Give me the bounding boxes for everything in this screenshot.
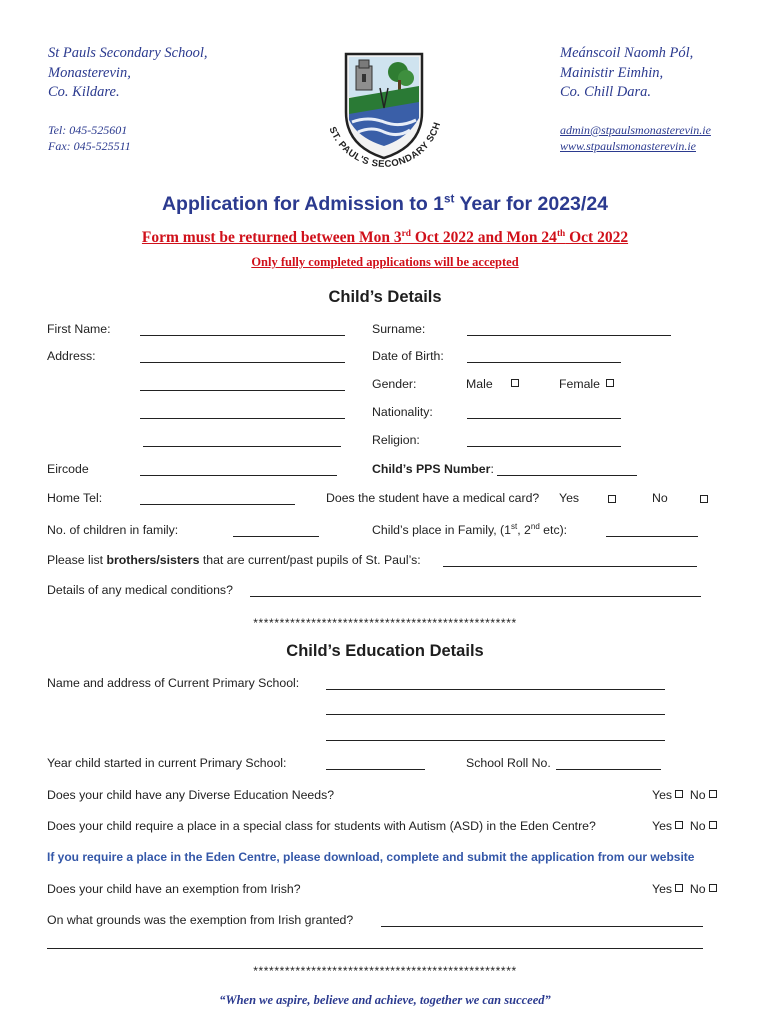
male-checkbox[interactable] xyxy=(511,379,519,387)
place-text: Child’s place in Family, (1 xyxy=(372,523,511,537)
education-heading: Child’s Education Details xyxy=(286,642,484,660)
pps-label xyxy=(372,462,494,476)
children-in-family-label: No. of children in family: xyxy=(47,523,179,537)
address-line: St Pauls Secondary School, xyxy=(48,45,208,61)
return-deadline-notice xyxy=(0,229,770,247)
irish-no-checkbox[interactable] xyxy=(709,884,717,892)
irish-grounds-field-line-2[interactable] xyxy=(47,948,703,949)
section-divider: ************************************************** xyxy=(253,964,517,978)
notice-text: Oct 2022 xyxy=(565,229,629,246)
address-line: Monasterevin, xyxy=(48,64,131,81)
asd-no-checkbox[interactable] xyxy=(709,821,717,829)
eircode-field[interactable] xyxy=(140,475,337,476)
dob-field[interactable] xyxy=(467,362,621,363)
siblings-label xyxy=(47,553,421,567)
notice-sup: th xyxy=(556,228,566,239)
medical-conditions-field[interactable] xyxy=(250,596,701,597)
no-label: No xyxy=(689,819,706,833)
email-link[interactable]: admin@stpaulsmonasterevin.ie xyxy=(560,123,711,137)
nationality-label: Nationality: xyxy=(372,405,433,419)
children-in-family-field[interactable] xyxy=(233,536,319,537)
address-field-line-2[interactable] xyxy=(140,390,345,391)
irish-yes-checkbox[interactable] xyxy=(675,884,683,892)
yes-label: Yes xyxy=(652,819,673,833)
address-label: Address: xyxy=(47,349,96,363)
siblings-text: that are current/past pupils of St. Paul’s: xyxy=(199,553,421,567)
medical-card-no-label: No xyxy=(652,491,668,505)
address-field-line-3[interactable] xyxy=(140,418,345,419)
form-title xyxy=(0,193,770,216)
title-text: Year for 2023/24 xyxy=(454,193,609,215)
asd-yes-checkbox[interactable] xyxy=(675,821,683,829)
nationality-field[interactable] xyxy=(467,418,621,419)
home-tel-field[interactable] xyxy=(140,504,295,505)
irish-exemption-question: Does your child have an exemption from Irish? xyxy=(47,882,301,896)
roll-no-label: School Roll No. xyxy=(466,756,551,770)
religion-label: Religion: xyxy=(372,433,420,447)
year-started-label: Year child started in current Primary School: xyxy=(47,756,287,770)
address-field-line-4[interactable] xyxy=(143,446,341,447)
religion-field[interactable] xyxy=(467,446,621,447)
eircode-label: Eircode xyxy=(47,462,89,476)
dob-label: Date of Birth: xyxy=(372,349,444,363)
diverse-yes-checkbox[interactable] xyxy=(675,790,683,798)
pps-colon: : xyxy=(490,462,494,476)
place-text: etc): xyxy=(539,523,568,537)
gender-female-option[interactable] xyxy=(559,377,614,391)
gender-male-option[interactable] xyxy=(466,377,519,391)
school-address-english xyxy=(48,44,207,103)
medical-card-yes-label: Yes xyxy=(559,491,580,505)
surname-label: Surname: xyxy=(372,322,426,336)
place-sup: st xyxy=(510,521,518,531)
female-checkbox[interactable] xyxy=(606,379,614,387)
roll-no-field[interactable] xyxy=(556,769,661,770)
year-started-field[interactable] xyxy=(326,769,425,770)
irish-grounds-label: On what grounds was the exemption from Irish granted? xyxy=(47,913,354,927)
no-label: No xyxy=(689,882,706,896)
siblings-text: Please list xyxy=(47,553,107,567)
yes-label: Yes xyxy=(652,788,673,802)
address-line: Co. Kildare. xyxy=(48,84,120,100)
child-details-heading: Child’s Details xyxy=(328,288,442,306)
completion-notice: Only fully completed applications will be accepted xyxy=(251,255,519,269)
siblings-field[interactable] xyxy=(443,566,697,567)
address-field-line-1[interactable] xyxy=(140,362,345,363)
section-divider: ************************************************** xyxy=(253,616,517,630)
female-label: Female xyxy=(559,377,601,391)
place-text: , 2 xyxy=(517,523,531,537)
first-name-label: First Name: xyxy=(47,322,111,336)
pps-label-text: Child’s PPS Number xyxy=(372,462,491,476)
asd-options xyxy=(652,819,717,833)
no-label: No xyxy=(689,788,706,802)
diverse-no-checkbox[interactable] xyxy=(709,790,717,798)
website-link[interactable]: www.stpaulsmonasterevin.ie xyxy=(560,139,696,153)
school-crest-logo xyxy=(318,46,448,186)
pps-field[interactable] xyxy=(497,475,637,476)
surname-field[interactable] xyxy=(467,335,671,336)
tel-text: Tel: 045-525601 xyxy=(48,123,128,137)
place-in-family-field[interactable] xyxy=(606,536,698,537)
gender-label: Gender: xyxy=(372,377,417,391)
primary-school-field-line-1[interactable] xyxy=(326,689,665,690)
primary-school-label: Name and address of Current Primary School: xyxy=(47,676,300,690)
yes-label: Yes xyxy=(652,882,673,896)
diverse-needs-options xyxy=(652,788,717,802)
first-name-field[interactable] xyxy=(140,335,345,336)
school-motto: “When we aspire, believe and achieve, together we can succeed” xyxy=(219,993,551,1007)
title-text: Application for Admission to 1 xyxy=(161,193,445,215)
diverse-needs-question: Does your child have any Diverse Education Needs? xyxy=(47,788,335,802)
address-line: Mainistir Eimhin, xyxy=(560,64,664,81)
crest-lettering: ST. PAUL'S SECONDARY SCH xyxy=(326,120,444,171)
medical-card-yes-checkbox[interactable] xyxy=(608,495,616,503)
address-line: Co. Chill Dara. xyxy=(560,84,652,100)
school-contact-web xyxy=(560,122,711,154)
primary-school-field-line-2[interactable] xyxy=(326,714,665,715)
medical-card-no-checkbox[interactable] xyxy=(700,495,708,503)
home-tel-label: Home Tel: xyxy=(47,491,103,505)
school-address-irish xyxy=(560,44,693,103)
eden-centre-note: If you require a place in the Eden Centre, please download, complete and submit the application from our website xyxy=(47,850,695,864)
male-label: Male xyxy=(466,377,493,391)
notice-sup: rd xyxy=(401,228,411,239)
siblings-bold: brothers/sisters xyxy=(106,553,200,567)
place-sup: nd xyxy=(530,521,540,531)
medical-conditions-label: Details of any medical conditions? xyxy=(47,583,233,597)
notice-text: Form must be returned between Mon 3 xyxy=(141,229,402,246)
primary-school-field-line-3[interactable] xyxy=(326,740,665,741)
title-sup: st xyxy=(444,192,455,206)
address-line: Meánscoil Naomh Pól, xyxy=(560,45,694,61)
place-in-family-label xyxy=(372,523,567,537)
irish-grounds-field-line-1[interactable] xyxy=(381,926,703,927)
fax-text: Fax: 045-525511 xyxy=(48,139,131,153)
medical-card-question: Does the student have a medical card? xyxy=(326,491,540,505)
asd-question: Does your child require a place in a special class for students with Autism (ASD) in the Eden Centre? xyxy=(47,819,596,833)
irish-exemption-options xyxy=(652,882,717,896)
notice-text: Oct 2022 and Mon 24 xyxy=(410,229,557,246)
school-contact-phone xyxy=(48,122,131,154)
